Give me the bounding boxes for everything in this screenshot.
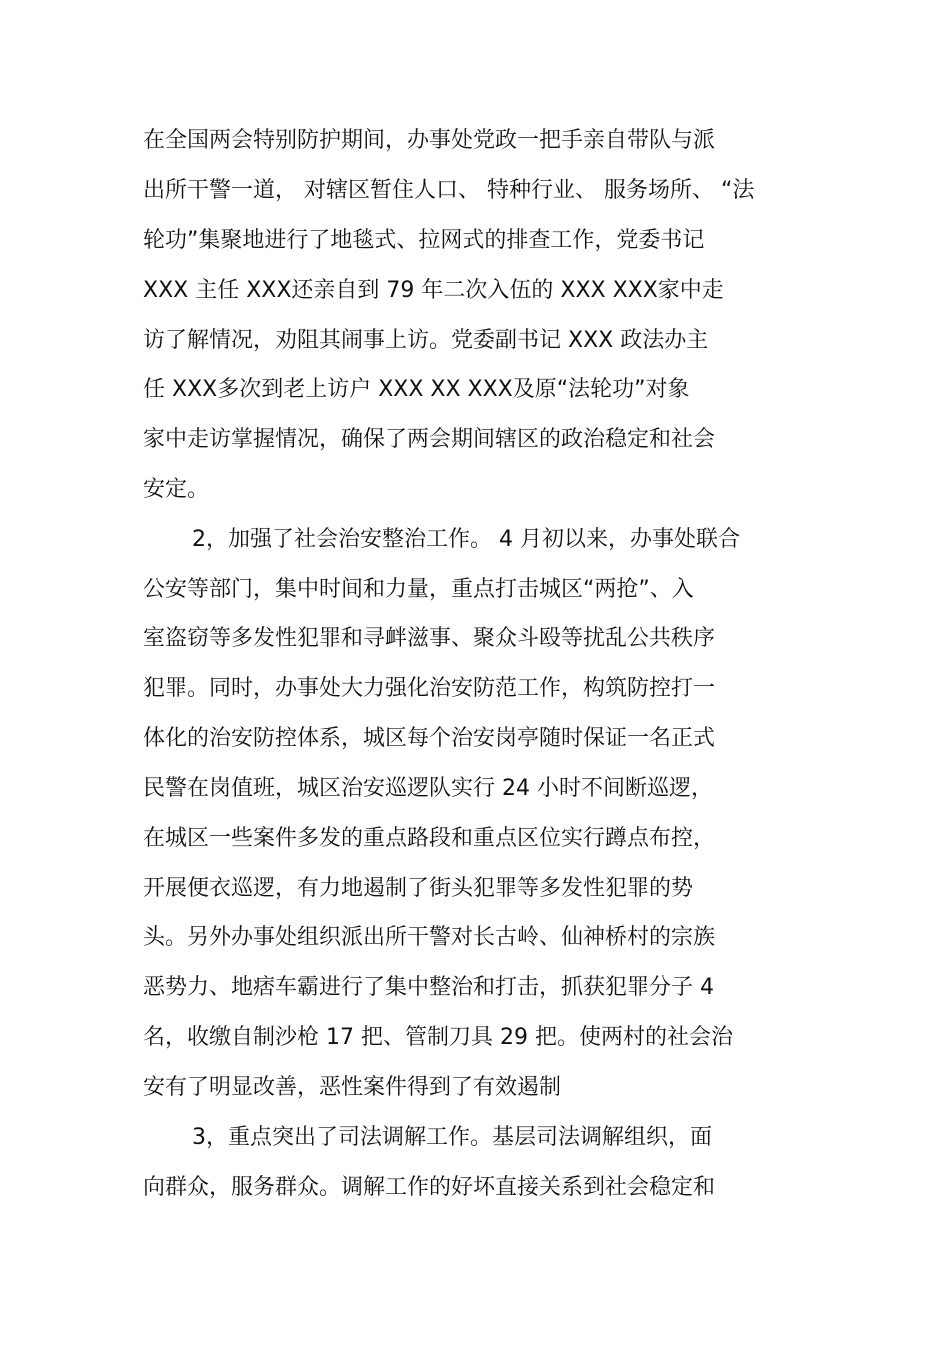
text-line: 轮功”集聚地进行了地毯式、拉网式的排查工作，党委书记 [143,228,705,253]
text-line: 出所干警一道， 对辖区暂住人口、 特种行业、 服务场所、 “法 [143,178,755,203]
text-line: 恶势力、地痞车霸进行了集中整治和打击，抓获犯罪分子 4 [143,975,714,1000]
paragraph-start-line: 2，加强了社会治安整治工作。 4 月初以来，办事处联合 [192,527,740,552]
text-line: 任 XXX多次到老上访户 XXX XX XXX及原“法轮功”对象 [143,377,690,402]
text-line: 体化的治安防控体系，城区每个治安岗亭随时保证一名正式 [143,726,716,751]
text-line: 安有了明显改善，恶性案件得到了有效遏制 [143,1075,562,1100]
paragraph-start-line: 3，重点突出了司法调解工作。基层司法调解组织，面 [192,1125,712,1150]
text-line: 家中走访掌握情况，确保了两会期间辖区的政治稳定和社会 [143,427,716,452]
text-line: 民警在岗值班，城区治安巡逻队实行 24 小时不间断巡逻， [143,776,713,801]
text-line: 在全国两会特别防护期间，办事处党政一把手亲自带队与派 [143,128,716,153]
text-line: 名，收缴自制沙枪 17 把、管制刀具 29 把。使两村的社会治 [143,1025,733,1050]
text-line: 访了解情况，劝阻其闹事上访。党委副书记 XXX 政法办主 [143,328,709,353]
text-line: 在城区一些案件多发的重点路段和重点区位实行蹲点布控， [143,826,716,851]
text-line: 室盗窃等多发性犯罪和寻衅滋事、聚众斗殴等扰乱公共秩序 [143,626,716,651]
text-line: 公安等部门，集中时间和力量，重点打击城区“两抢”、入 [143,577,694,602]
text-line: 头。另外办事处组织派出所干警对长古岭、仙神桥村的宗族 [143,925,716,950]
text-line: XXX 主任 XXX还亲自到 79 年二次入伍的 XXX XXX家中走 [143,278,724,303]
text-line: 安定。 [143,477,210,502]
text-line: 犯罪。同时，办事处大力强化治安防范工作，构筑防控打一 [143,676,716,701]
text-line: 向群众，服务群众。调解工作的好坏直接关系到社会稳定和 [143,1175,716,1200]
text-line: 开展便衣巡逻，有力地遏制了街头犯罪等多发性犯罪的势 [143,876,694,901]
